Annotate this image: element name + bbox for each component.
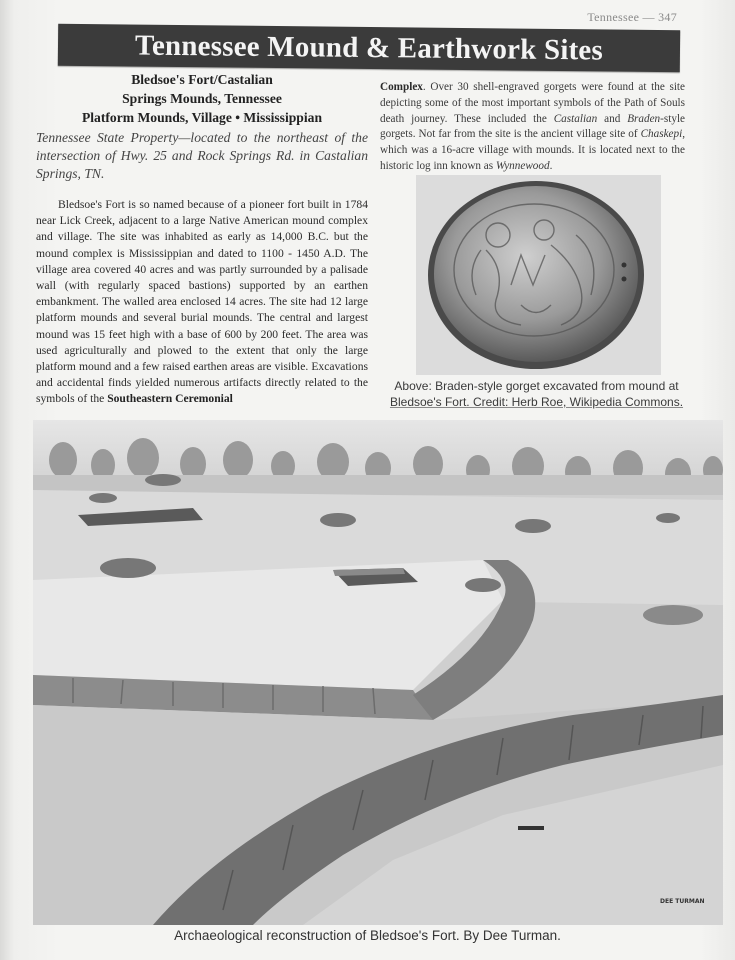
continuation-1: . Over 30 shell-engraved gorgets were found at the site depicting some of the most important symbols of the Path of Souls death journey. These included the: [380, 81, 685, 125]
continuation-2: and: [597, 112, 628, 125]
painting-image: [33, 420, 723, 925]
italic-castalian: Castalian: [553, 112, 598, 125]
right-column-text: [380, 80, 685, 175]
site-name-line-2: Springs Mounds, Tennessee: [122, 91, 282, 106]
site-type-line: Platform Mounds, Village • Mississippian: [81, 110, 323, 125]
italic-chaskepi: Chaskepi: [640, 128, 683, 141]
gorget-photo: [416, 175, 661, 375]
artist-signature: DEE TURMAN: [660, 898, 705, 905]
bold-term-2: Complex: [380, 81, 423, 93]
site-heading: [36, 70, 368, 127]
italic-wynnewood: Wynnewood: [495, 159, 550, 172]
reconstruction-painting: [33, 420, 723, 925]
continuation-3: -style gorgets. Not far from the site is the ancient village site of: [380, 112, 686, 141]
bold-term-1: Southeastern Ceremonial: [107, 392, 233, 406]
body-text: Bledsoe's Fort is so named because of a pioneer fort built in 1784 near Lick Creek, adjacent to a large Native American mound complex and village. The site was inhabited as early as 14,000 B.C. but the mound complex is Mississippian and dated to 1100 - 1450 A.D. The village area covered 40 acres and was partly surrounded by a palisade wall (with regularly spaced bastions) supported by an earthen embankment. The walled area enclosed 14 acres. The site had 12 large platform mounds and several burial mounds. The central and largest mound was 15 feet high with a base of 600 by 200 feet. The area was used agriculturally and plowed to the extent that only the large platform mound and a few raised earthen areas are visible. Excavations and accidental finds yielded numerous artifacts directly related to the symbols of the: [36, 198, 368, 406]
running-head: Tennessee — 347: [587, 10, 677, 24]
gorget-caption-line-2: Bledsoe's Fort. Credit: Herb Roe, Wikipedia Commons.: [389, 395, 684, 409]
italic-braden: Braden: [627, 112, 661, 125]
title-banner: [58, 24, 680, 73]
left-column: [36, 70, 368, 408]
page-title: Tennessee Mound & Earthwork Sites: [134, 29, 604, 66]
gorget-caption-line-1: Above: Braden-style gorget excavated from mound at: [394, 379, 679, 393]
gorget-caption: [384, 378, 689, 410]
continuation-4: , which was a 16-acre village with mounds. It is located next to the historic log inn known as: [380, 128, 685, 172]
site-location: Tennessee State Property—located to the northeast of the intersection of Hwy. 25 and Rock Springs Rd. in Castalian Springs, TN.: [36, 130, 368, 181]
painting-caption: Archaeological reconstruction of Bledsoe's Fort. By Dee Turman.: [174, 928, 561, 943]
body-paragraph: [36, 197, 368, 408]
site-name-line-1: Bledsoe's Fort/Castalian: [131, 72, 273, 87]
continuation-5: .: [549, 159, 553, 172]
gorget-image: [416, 175, 661, 375]
